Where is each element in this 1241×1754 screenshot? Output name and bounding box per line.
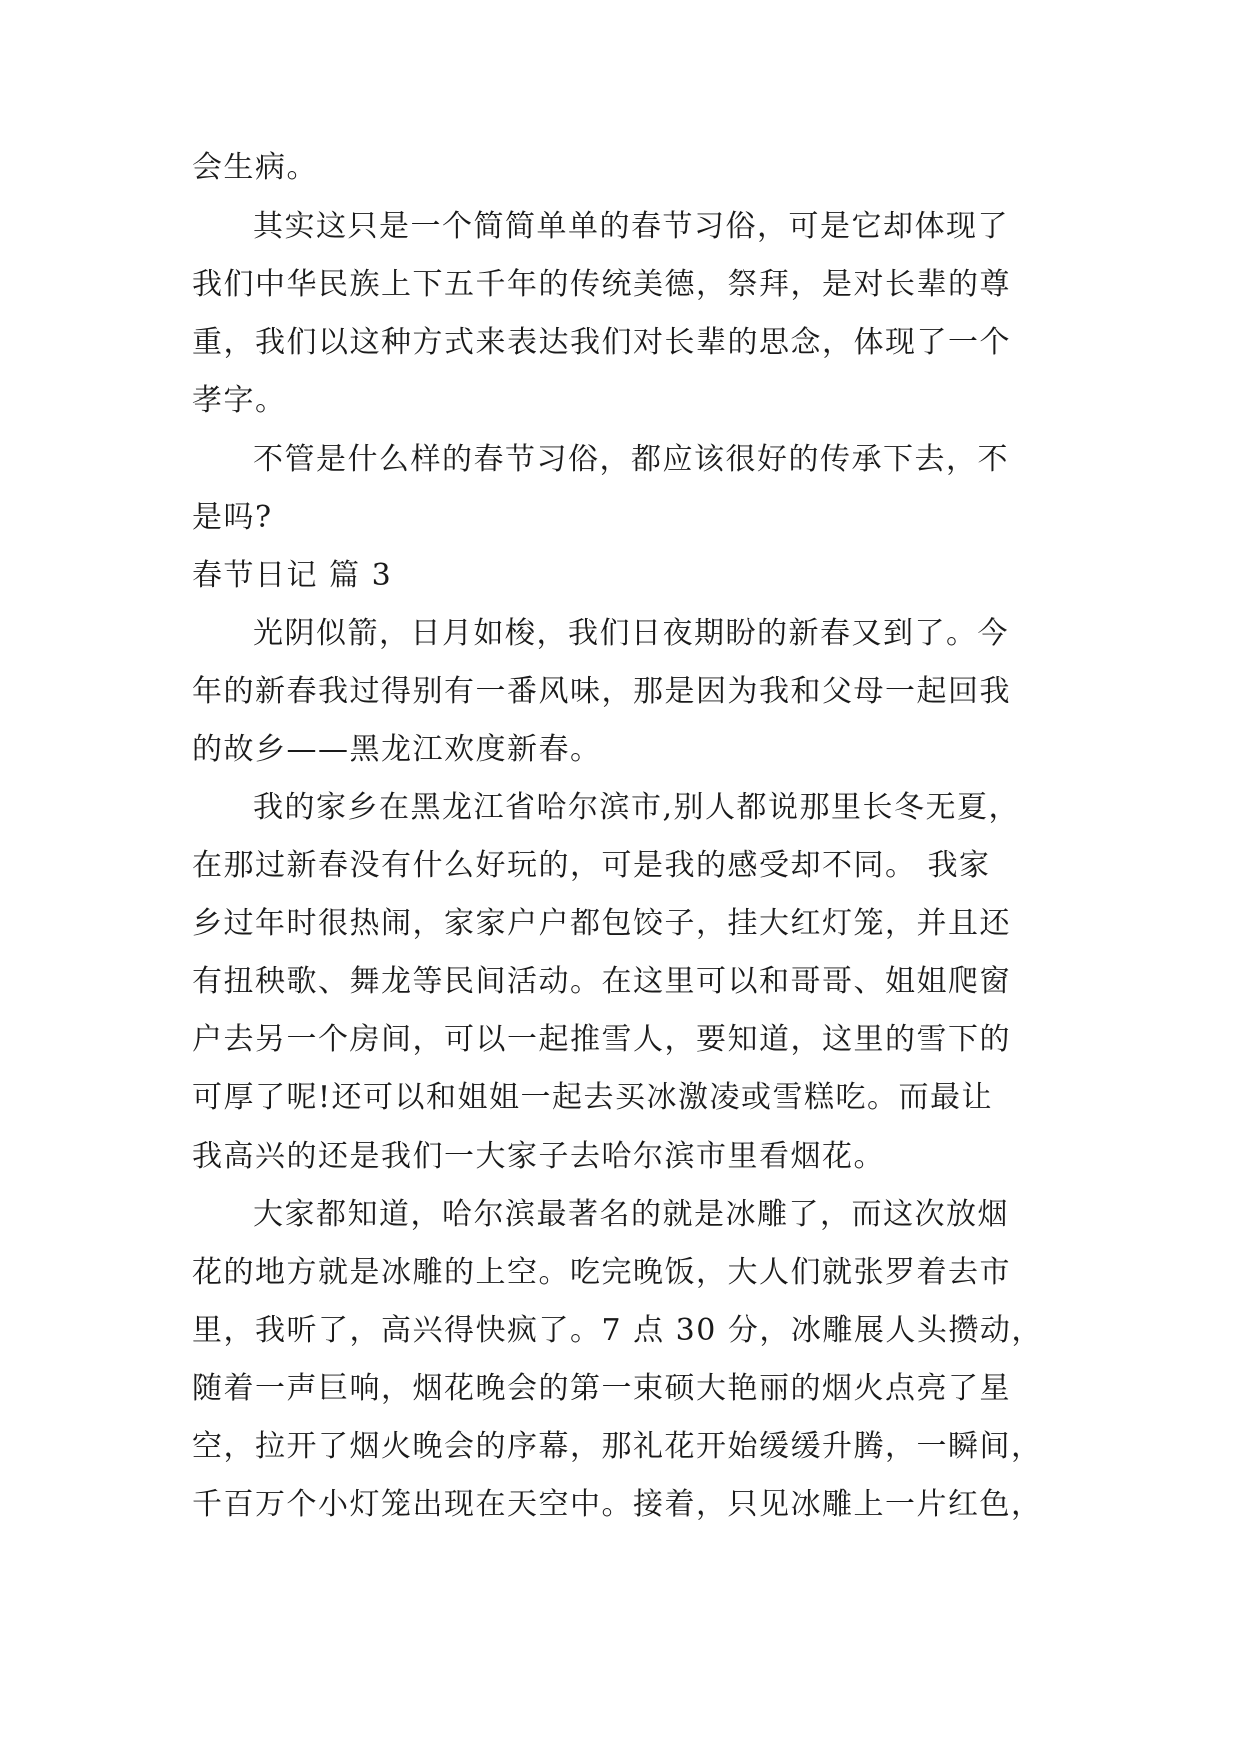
paragraph-line: 不管是什么样的春节习俗，都应该很好的传承下去，不: [253, 442, 1009, 477]
paragraph-line: 是吗?: [192, 500, 273, 535]
paragraph-line: 的故乡——黑龙江欢度新春。: [192, 732, 602, 767]
paragraph-line: 我的家乡在黑龙江省哈尔滨市,别人都说那里长冬无夏，: [253, 790, 1021, 825]
paragraph-line: 里，我听了，高兴得快疯了。7 点 30 分，冰雕展人头攒动，: [192, 1313, 1043, 1348]
paragraph-line: 光阴似箭，日月如梭，我们日夜期盼的新春又到了。今: [253, 616, 1009, 651]
paragraph-line: 随着一声巨响，烟花晚会的第一束硕大艳丽的烟火点亮了星: [192, 1371, 1011, 1406]
paragraph-line: 年的新春我过得别有一番风味，那是因为我和父母一起回我: [192, 674, 1011, 709]
paragraph-line: 户去另一个房间，可以一起推雪人，要知道，这里的雪下的: [192, 1022, 1011, 1057]
paragraph-line: 花的地方就是冰雕的上空。吃完晚饭，大人们就张罗着去市: [192, 1255, 1011, 1290]
paragraph-line: 可厚了呢!还可以和姐姐一起去买冰激凌或雪糕吃。而最让: [192, 1080, 994, 1115]
paragraph-line: 空，拉开了烟火晚会的序幕，那礼花开始缓缓升腾，一瞬间，: [192, 1429, 1043, 1464]
paragraph-line: 会生病。: [192, 150, 318, 185]
paragraph-line: 乡过年时很热闹，家家户户都包饺子，挂大红灯笼，并且还: [192, 906, 1011, 941]
paragraph-line: 我高兴的还是我们一大家子去哈尔滨市里看烟花。: [192, 1139, 885, 1174]
section-heading: 春节日记 篇 3: [192, 558, 393, 593]
paragraph-line: 有扭秧歌、舞龙等民间活动。在这里可以和哥哥、姐姐爬窗: [192, 964, 1011, 999]
paragraph-line: 大家都知道，哈尔滨最著名的就是冰雕了，而这次放烟: [253, 1197, 1009, 1232]
paragraph-line: 其实这只是一个简简单单的春节习俗，可是它却体现了: [253, 209, 1009, 244]
paragraph-line: 孝字。: [192, 383, 287, 418]
paragraph-line: 重，我们以这种方式来表达我们对长辈的思念，体现了一个: [192, 325, 1011, 360]
paragraph-line: 千百万个小灯笼出现在天空中。接着，只见冰雕上一片红色，: [192, 1487, 1043, 1522]
paragraph-line: 我们中华民族上下五千年的传统美德，祭拜，是对长辈的尊: [192, 267, 1011, 302]
paragraph-line: 在那过新春没有什么好玩的，可是我的感受却不同。 我家: [192, 848, 991, 883]
